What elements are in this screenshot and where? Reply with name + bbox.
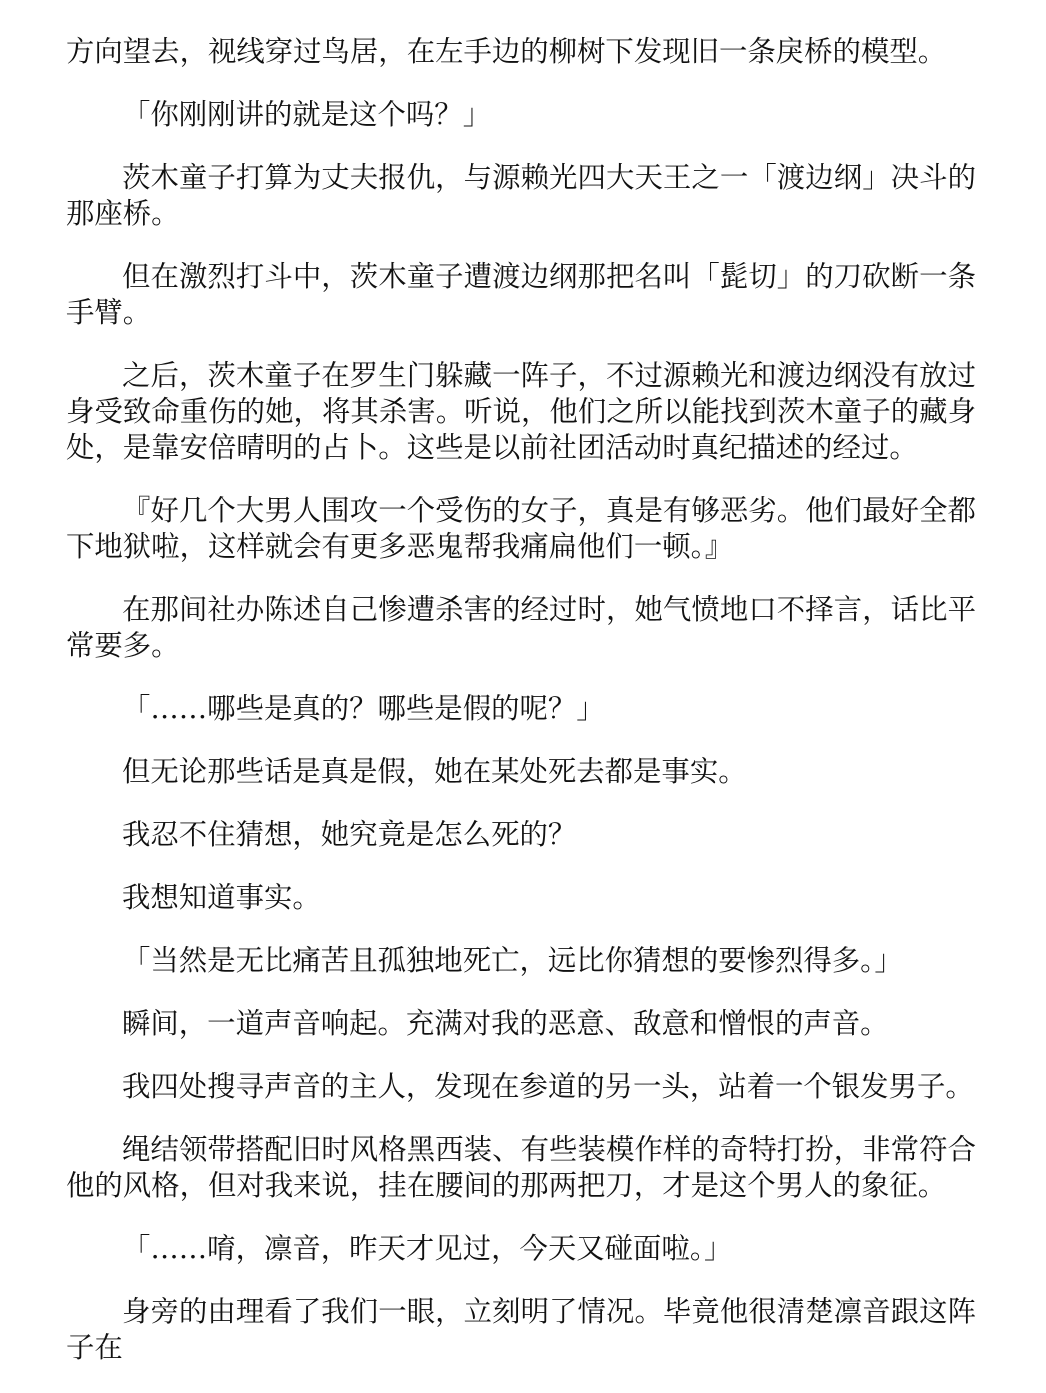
paragraph: 『好几个大男人围攻一个受伤的女子，真是有够恶劣。他们最好全都下地狱啦，这样就会有更多恶鬼帮我痛扁他们一顿。』 (66, 494, 976, 563)
paragraph: 「你刚刚讲的就是这个吗？」 (122, 98, 492, 131)
paragraph: 但在激烈打斗中，茨木童子遭渡边纲那把名叫「髭切」的刀砍断一条手臂。 (66, 260, 976, 329)
paragraph: 方向望去，视线穿过鸟居，在左手边的柳树下发现旧一条戾桥的模型。 (66, 35, 947, 68)
paragraph: 身旁的由理看了我们一眼，立刻明了情况。毕竟他很清楚凛音跟这阵子在 (66, 1295, 976, 1364)
paragraph: 我忍不住猜想，她究竟是怎么死的？ (122, 818, 577, 851)
paragraph: 在那间社办陈述自己惨遭杀害的经过时，她气愤地口不择言，话比平常要多。 (66, 593, 976, 662)
paragraph: 「当然是无比痛苦且孤独地死亡，远比你猜想的要惨烈得多。」 (122, 944, 903, 977)
paragraph: 茨木童子打算为丈夫报仇，与源赖光四大天王之一「渡边纲」决斗的那座桥。 (66, 161, 976, 230)
paragraph: 瞬间，一道声音响起。充满对我的恶意、敌意和憎恨的声音。 (122, 1007, 889, 1040)
paragraph: 「……唷，凛音，昨天才见过，今天又碰面啦。」 (122, 1232, 733, 1265)
page-body (66, 34, 976, 1393)
paragraph: 绳结领带搭配旧时风格黑西装、有些装模作样的奇特打扮，非常符合他的风格，但对我来说，挂在腰间的那两把刀，才是这个男人的象征。 (66, 1133, 976, 1202)
paragraph: 之后，茨木童子在罗生门躲藏一阵子，不过源赖光和渡边纲没有放过身受致命重伤的她，将其杀害。听说，他们之所以能找到茨木童子的藏身处，是靠安倍晴明的占卜。这些是以前社团活动时真纪描述的经过。 (66, 359, 976, 464)
paragraph: 但无论那些话是真是假，她在某处死去都是事实。 (122, 755, 747, 788)
paragraph: 我四处搜寻声音的主人，发现在参道的另一头，站着一个银发男子。 (122, 1070, 974, 1103)
paragraph: 我想知道事实。 (122, 881, 321, 914)
paragraph: 「……哪些是真的？哪些是假的呢？」 (122, 692, 605, 725)
